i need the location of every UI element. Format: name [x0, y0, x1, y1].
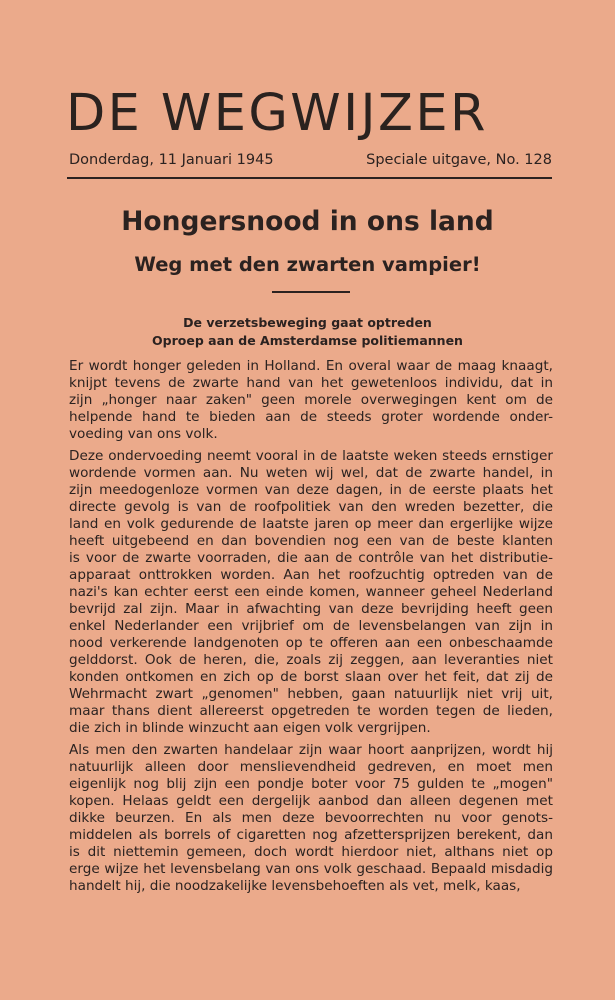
article-line: is voor de zwarte voorraden, die aan de contrôle van het distributie-	[69, 550, 553, 566]
article-line: heeft uitgebeend en dan bovendien nog een van de beste klanten	[69, 533, 553, 549]
article-line: dikke beurzen. En als men deze bevoorrechten nu voor genots-	[69, 810, 553, 826]
section-subtitle: Oproep aan de Amsterdamse politiemannen	[152, 333, 463, 348]
article-paragraph	[69, 358, 553, 443]
headline-divider	[272, 291, 350, 293]
issue-date: Donderdag, 11 Januari 1945	[69, 152, 274, 168]
article-line: eigenlijk nog blij zijn een pondje boter voor 75 gulden te „mogen"	[69, 776, 553, 792]
article-line: knijpt tevens de zwarte hand van het gewetenloos individu, dat in	[69, 375, 553, 391]
article-line: enkel Nederlander een vrijbrief om de levensbelangen van zijn in	[69, 618, 553, 634]
article-line: Er wordt honger geleden in Holland. En overal waar de maag knaagt,	[69, 358, 553, 374]
dateline	[69, 150, 552, 170]
article-line: nood verkerende landgenoten op te offeren aan een onbeschaamde	[69, 635, 553, 651]
section-title: De verzetsbeweging gaat optreden	[183, 315, 432, 330]
article-line: Deze ondervoeding neemt vooral in de laatste weken steeds ernstiger	[69, 448, 553, 464]
article-paragraph	[69, 742, 553, 895]
subheadline: Weg met den zwarten vampier!	[134, 253, 481, 276]
article-line: bevrijd zal zijn. Maar in afwachting van deze bevrijding heeft geen	[69, 601, 553, 617]
article-line: erge wijze het levensbelang van ons volk geschaad. Bepaald misdadig	[69, 861, 553, 877]
article-paragraph	[69, 448, 553, 737]
headline: Hongersnood in ons land	[121, 206, 494, 237]
article-line: Als men den zwarten handelaar zijn waar hoort aanprijzen, wordt hij	[69, 742, 553, 758]
article-line: nazi's kan echter eerst een einde komen, wanneer geheel Nederland	[69, 584, 553, 600]
issue-edition: Speciale uitgave, No. 128	[366, 152, 552, 168]
article-line: zijn „honger naar zaken" geen morele overwegingen kent om de	[69, 392, 553, 408]
article-line: apparaat onttrokken worden. Aan het roofzuchtig optreden van de	[69, 567, 553, 583]
article-line: voeding van ons volk.	[69, 426, 218, 442]
article-body	[69, 358, 553, 900]
article-line: die zich in blinde winzucht aan eigen volk vergrijpen.	[69, 720, 431, 736]
article-line: is dit niettemin gemeen, doch wordt hierdoor niet, althans niet op	[69, 844, 553, 860]
masthead: DE WEGWIJZER	[66, 84, 488, 143]
article-line: kopen. Helaas geldt een dergelijk aanbod dan alleen degenen met	[69, 793, 553, 809]
article-line: directe gevolg is van de roofpolitiek van den wreden bezetter, die	[69, 499, 553, 515]
article-line: zijn meedogenloze vormen van deze dagen, in de eerste plaats het	[69, 482, 553, 498]
article-line: land en volk gedurende de laatste jaren op meer dan ergerlijke wijze	[69, 516, 553, 532]
article-line: wordende vormen aan. Nu weten wij wel, dat de zwarte handel, in	[69, 465, 553, 481]
article-line: maar thans dient allereerst opgetreden te worden tegen de lieden,	[69, 703, 553, 719]
article-line: konden ontkomen en zich op de borst slaan over het feit, dat zij de	[69, 669, 553, 685]
article-line: natuurlijk alleen door menslievendheid gedreven, en moet men	[69, 759, 553, 775]
article-line: gelddorst. Ook de heren, die, zoals zij zeggen, aan leveranties niet	[69, 652, 553, 668]
article-line: handelt hij, die noodzakelijke levensbehoeften als vet, melk, kaas,	[69, 878, 521, 894]
masthead-rule	[67, 177, 552, 179]
article-line: Wehrmacht zwart „genomen" hebben, gaan natuurlijk niet vrij uit,	[69, 686, 553, 702]
article-line: middelen als borrels of cigaretten nog afzettersprijzen berekent, dan	[69, 827, 553, 843]
article-line: helpende hand te bieden aan de steeds groter wordende onder-	[69, 409, 553, 425]
